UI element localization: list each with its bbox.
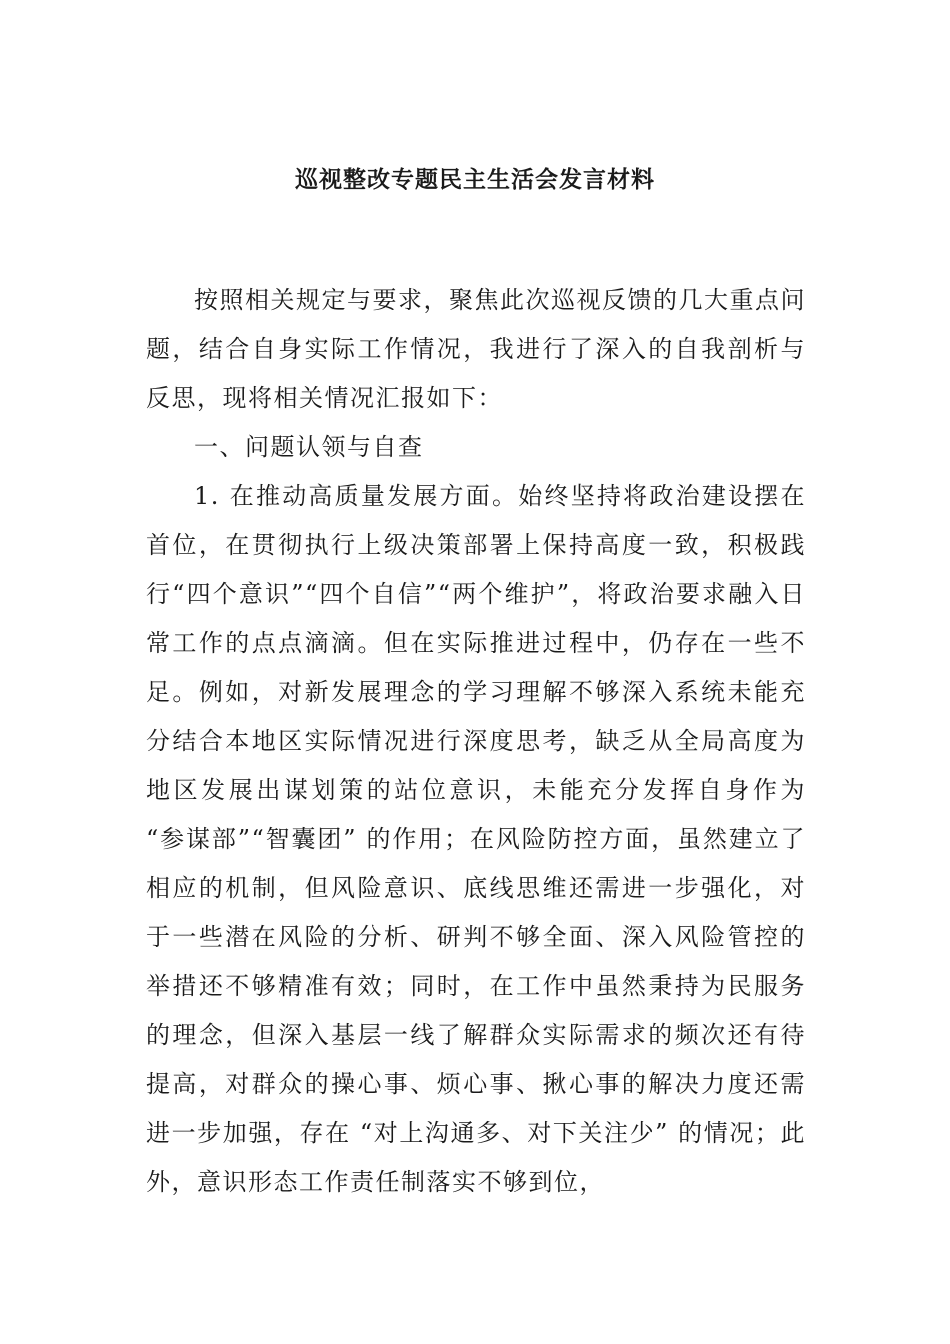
body-paragraph: 1. 在推动高质量发展方面。始终坚持将政治建设摆在首位，在贯彻执行上级决策部署上保持高度一致，积极践行“四个意识”“四个自信”“两个维护”，将政治要求融入日常工作的点点滴滴。但在实际推进过程中，仍存在一些不足。例如，对新发展理念的学习理解不够深入系统未能充分结合本地区实际情况进行深度思考，缺乏从全局高度为地区发展出谋划策的站位意识，未能充分发挥自身作为 “参谋部”“智囊团” 的作用；在风险防控方面，虽然建立了相应的机制，但风险意识、底线思维还需进一步强化，对于一些潜在风险的分析、研判不够全面、深入风险管控的举措还不够精准有效；同时，在工作中虽然秉持为民服务的理念，但深入基层一线了解群众实际需求的频次还有待提高，对群众的操心事、烦心事、揪心事的解决力度还需进一步加强，存在 “对上沟通多、对下关注少” 的情况；此外，意识形态工作责任制落实不够到位，	[146, 482, 806, 1196]
document-title: 巡视整改专题民主生活会发言材料	[295, 166, 655, 193]
section-heading: 一、问题认领与自查	[194, 433, 424, 461]
document-body	[146, 276, 806, 1207]
intro-paragraph: 按照相关规定与要求，聚焦此次巡视反馈的几大重点问题，结合自身实际工作情况，我进行了深入的自我剖析与反思，现将相关情况汇报如下：	[146, 286, 806, 412]
